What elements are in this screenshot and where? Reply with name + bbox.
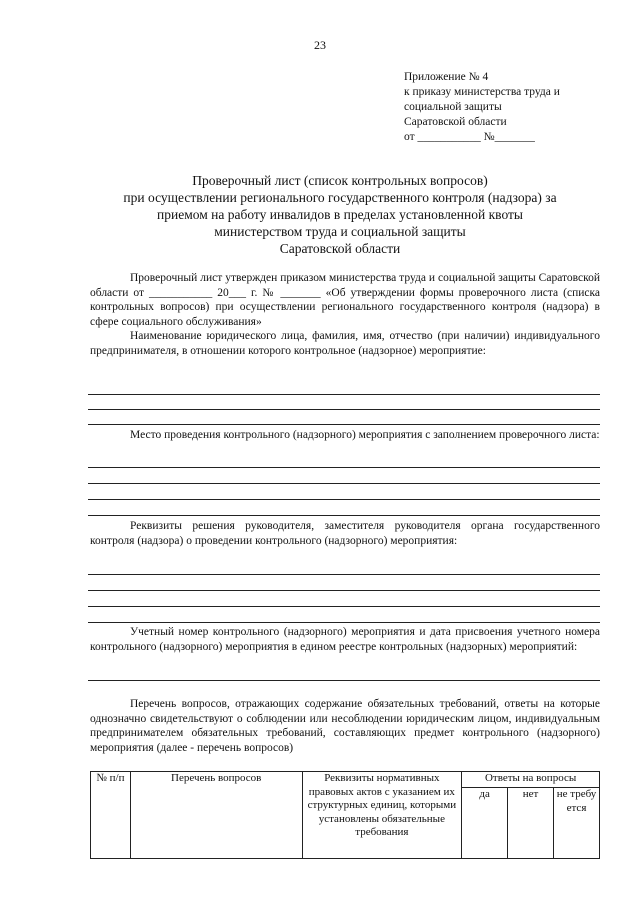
fill-line <box>88 394 600 395</box>
document-title <box>60 172 620 257</box>
entity-name-paragraph: Наименование юридического лица, фамилия, имя, отчество (при наличии) индивидуального предпринимателя, в отношении которого контрольное (надзорное) мероприятие: <box>90 330 600 357</box>
place-paragraph: Место проведения контрольного (надзорного) мероприятия с заполнением проверочного листа: <box>130 429 600 441</box>
fill-line <box>88 467 600 468</box>
fill-line <box>88 483 600 484</box>
header-questions: Перечень вопросов <box>130 772 302 859</box>
appendix-block <box>404 70 560 145</box>
approval-section <box>90 271 600 358</box>
appendix-line: Саратовской области <box>404 116 507 128</box>
header-answer-no: нет <box>508 788 554 859</box>
fill-line <box>88 606 600 607</box>
decision-section <box>90 519 600 548</box>
approval-paragraph: Проверочный лист утвержден приказом министерства труда и социальной защиты Саратовской области от ___________ 20___ г. № _______ «Об утверждении формы проверочного листа (списка контрольных вопросов) при осуществлении регионального государственного контроля (надзора) в сфере социального обслуживания» <box>90 272 600 328</box>
header-answer-yes: да <box>462 788 508 859</box>
title-line: Проверочный лист (список контрольных вопросов) <box>192 173 488 188</box>
fill-line <box>88 680 600 681</box>
appendix-line: к приказу министерства труда и <box>404 86 560 98</box>
questions-table <box>90 771 600 859</box>
appendix-line: социальной защиты <box>404 101 502 113</box>
header-answers: Ответы на вопросы <box>462 772 600 788</box>
registration-section <box>90 625 600 654</box>
registration-paragraph: Учетный номер контрольного (надзорного) мероприятия и дата присвоения учетного номера контрольного (надзорного) мероприятия в едином реестре контрольных (надзорных) мероприятий: <box>90 626 600 653</box>
fill-line <box>88 574 600 575</box>
decision-paragraph: Реквизиты решения руководителя, заместителя руководителя органа государственного контроля (надзора) о проведении контрольного (надзорного) мероприятия: <box>90 520 600 547</box>
fill-line <box>88 409 600 410</box>
title-line: при осуществлении регионального государственного контроля (надзора) за <box>123 190 557 205</box>
header-number: № п/п <box>91 772 131 859</box>
header-answer-not-required: не требу ется <box>554 788 600 859</box>
title-line: приемом на работу инвалидов в пределах установленной квоты <box>157 207 523 222</box>
page-number: 23 <box>314 38 326 52</box>
header-requisites: Реквизиты нормативных правовых актов с указанием их структурных единиц, которыми установлены обязательные требования <box>302 772 462 859</box>
fill-line <box>88 424 600 425</box>
questions-intro-paragraph: Перечень вопросов, отражающих содержание обязательных требований, ответы на которые однозначно свидетельствуют о соблюдении или несоблюдении юридическим лицом, индивидуальным предпринимателем обязательных требований, составляющих предмет контрольного (надзорного) мероприятия (далее - перечень вопросов) <box>90 698 600 754</box>
fill-line <box>88 590 600 591</box>
appendix-line: от ___________ №_______ <box>404 131 535 143</box>
questions-intro-section <box>90 697 600 755</box>
fill-line <box>88 515 600 516</box>
fill-line <box>88 622 600 623</box>
table-header-row <box>91 772 600 788</box>
fill-line <box>88 499 600 500</box>
place-section <box>90 428 600 443</box>
title-line: Саратовской области <box>279 241 401 256</box>
appendix-line: Приложение № 4 <box>404 71 489 83</box>
title-line: министерством труда и социальной защиты <box>214 224 466 239</box>
